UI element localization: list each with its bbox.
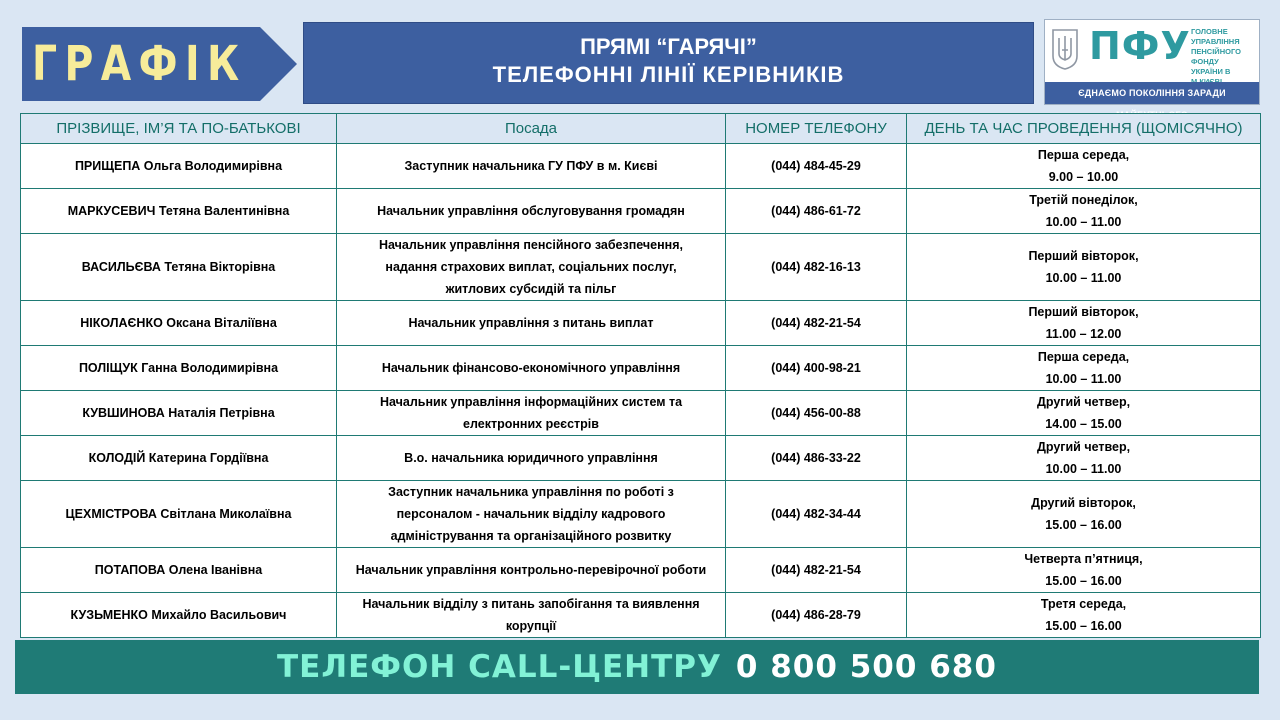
schedule-table	[20, 113, 1261, 638]
title-line-2: ТЕЛЕФОННІ ЛІНІЇ КЕРІВНИКІВ	[492, 62, 845, 87]
table-row	[21, 548, 1261, 593]
cell-schedule	[907, 481, 1261, 548]
schedule-time: 10.00 – 11.00	[1045, 271, 1122, 285]
cell-name: ПОЛІЩУК Ганна Володимирівна	[21, 346, 337, 391]
cell-schedule	[907, 593, 1261, 638]
cell-position: Начальник управління з питань виплат	[337, 301, 726, 346]
schedule-time: 14.00 – 15.00	[1045, 417, 1122, 431]
cell-name: КУЗЬМЕНКО Михайло Васильович	[21, 593, 337, 638]
schedule-day: Перший вівторок,	[1028, 249, 1139, 263]
cell-schedule	[907, 189, 1261, 234]
page-title	[303, 22, 1034, 104]
cell-phone: (044) 486-33-22	[726, 436, 907, 481]
cell-schedule	[907, 346, 1261, 391]
table-row	[21, 144, 1261, 189]
cell-phone: (044) 484-45-29	[726, 144, 907, 189]
cell-schedule	[907, 391, 1261, 436]
table-row	[21, 346, 1261, 391]
trident-icon	[1051, 28, 1079, 70]
cell-phone: (044) 400-98-21	[726, 346, 907, 391]
cell-name: ВАСИЛЬЄВА Тетяна Вікторівна	[21, 234, 337, 301]
cell-position: Начальник управління інформаційних систем та електронних реєстрів	[337, 391, 726, 436]
cell-position: Начальник фінансово-економічного управління	[337, 346, 726, 391]
title-line-1: ПРЯМІ “ГАРЯЧІ”	[580, 34, 757, 59]
table-row	[21, 391, 1261, 436]
logo-org-line: УКРАЇНИ В	[1191, 67, 1231, 76]
cell-schedule	[907, 548, 1261, 593]
cell-name: КОЛОДІЙ Катерина Гордіївна	[21, 436, 337, 481]
cell-name: НІКОЛАЄНКО Оксана Віталіївна	[21, 301, 337, 346]
cell-name: МАРКУСЕВИЧ Тетяна Валентинівна	[21, 189, 337, 234]
call-center-number: 0 800 500 680	[735, 649, 997, 685]
logo-org-name	[1191, 27, 1259, 87]
call-center-label: ТЕЛЕФОН CALL-ЦЕНТРУ	[277, 649, 722, 685]
header-name: ПРІЗВИЩЕ, ІМ’Я ТА ПО-БАТЬКОВІ	[21, 114, 337, 144]
cell-phone: (044) 456-00-88	[726, 391, 907, 436]
pfu-logo	[1044, 19, 1260, 105]
table-row	[21, 189, 1261, 234]
schedule-day: Четверта п’ятниця,	[1024, 552, 1143, 566]
cell-name: ПРИЩЕПА Ольга Володимирівна	[21, 144, 337, 189]
logo-slogan: ЄДНАЄМО ПОКОЛІННЯ ЗАРАДИ	[1045, 82, 1259, 104]
cell-position: В.о. начальника юридичного управління	[337, 436, 726, 481]
cell-schedule	[907, 234, 1261, 301]
cell-phone: (044) 482-34-44	[726, 481, 907, 548]
cell-phone: (044) 482-21-54	[726, 301, 907, 346]
table-header-row	[21, 114, 1261, 144]
cell-position: Заступник начальника управління по роботі з персоналом - начальник відділу кадрового адміністрування та організаційного розвитку	[337, 481, 726, 548]
schedule-day: Перший вівторок,	[1028, 305, 1139, 319]
cell-phone: (044) 486-28-79	[726, 593, 907, 638]
call-center-banner	[15, 640, 1259, 694]
logo-org-line: ПЕНСІЙНОГО ФОНДУ	[1191, 47, 1241, 66]
schedule-day: Другий четвер,	[1036, 395, 1131, 409]
schedule-day: Другий четвер,	[1036, 440, 1131, 454]
logo-brand: ПФУ	[1089, 24, 1191, 68]
schedule-time: 10.00 – 11.00	[1045, 215, 1122, 229]
grafik-badge	[22, 27, 297, 101]
header-position: Посада	[337, 114, 726, 144]
table-row	[21, 234, 1261, 301]
header-schedule: ДЕНЬ ТА ЧАС ПРОВЕДЕННЯ (ЩОМІСЯЧНО)	[907, 114, 1261, 144]
schedule-time: 15.00 – 16.00	[1045, 518, 1122, 532]
schedule-day: Перша середа,	[1037, 350, 1130, 364]
cell-schedule	[907, 144, 1261, 189]
schedule-time: 10.00 – 11.00	[1045, 372, 1122, 386]
table-row	[21, 481, 1261, 548]
grafik-title: ГРАФІК	[32, 36, 247, 92]
cell-position: Начальник управління контрольно-перевірочної роботи	[337, 548, 726, 593]
schedule-time: 11.00 – 12.00	[1045, 327, 1122, 341]
cell-schedule	[907, 436, 1261, 481]
cell-position: Начальник управління пенсійного забезпечення, надання страхових виплат, соціальних послуг, житлових субсидій та пільг	[337, 234, 726, 301]
logo-org-line: ГОЛОВНЕ УПРАВЛІННЯ	[1191, 27, 1240, 46]
schedule-day: Третя середа,	[1040, 597, 1127, 611]
header-phone: НОМЕР ТЕЛЕФОНУ	[726, 114, 907, 144]
cell-position: Начальник відділу з питань запобігання та виявлення корупції	[337, 593, 726, 638]
schedule-time: 15.00 – 16.00	[1045, 574, 1122, 588]
schedule-day: Третій понеділок,	[1029, 193, 1138, 207]
cell-name: КУВШИНОВА Наталія Петрівна	[21, 391, 337, 436]
cell-phone: (044) 486-61-72	[726, 189, 907, 234]
cell-position: Заступник начальника ГУ ПФУ в м. Києві	[337, 144, 726, 189]
cell-schedule	[907, 301, 1261, 346]
table-row	[21, 301, 1261, 346]
cell-phone: (044) 482-21-54	[726, 548, 907, 593]
schedule-time: 10.00 – 11.00	[1045, 462, 1122, 476]
schedule-time: 9.00 – 10.00	[1048, 170, 1119, 184]
schedule-day: Перша середа,	[1037, 148, 1130, 162]
schedule-day: Другий вівторок,	[1031, 496, 1136, 510]
cell-name: ПОТАПОВА Олена Іванівна	[21, 548, 337, 593]
table-row	[21, 436, 1261, 481]
cell-position: Начальник управління обслуговування громадян	[337, 189, 726, 234]
cell-name: ЦЕХМІСТРОВА Світлана Миколаївна	[21, 481, 337, 548]
schedule-time: 15.00 – 16.00	[1045, 619, 1122, 633]
cell-phone: (044) 482-16-13	[726, 234, 907, 301]
table-row	[21, 593, 1261, 638]
